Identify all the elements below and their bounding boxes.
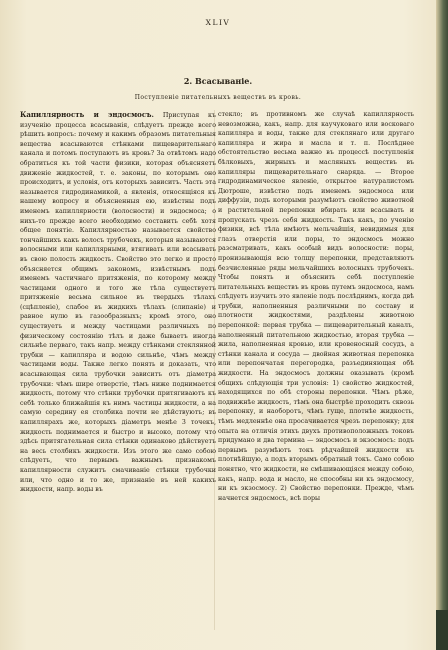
left-column-paragraph bbox=[20, 110, 216, 495]
page-edge-shadow bbox=[436, 610, 448, 650]
paragraph-lead: Капиллярность и эндосмосъ. bbox=[20, 110, 154, 119]
section-subheading: Поступленіе питательныхъ веществъ въ кровь. bbox=[134, 94, 302, 101]
page-edge bbox=[436, 0, 448, 650]
page-number: XLIV bbox=[205, 18, 231, 27]
left-column bbox=[20, 110, 216, 495]
right-column bbox=[218, 110, 414, 503]
left-column-text: Приступая къ изученію процесса всасыванія, слѣдуетъ прежде всего рѣшить вопросъ: почему и какимъ образомъ питательныя вещества всасываются стѣнками пищеварительнаго канала и потомъ поступаютъ въ кровь? За отвѣтомъ надо обратиться къ той части физики, которая объясняетъ движеніе жидкостей, т. е. законы, по которымъ оно происходитъ, и условія, отъ которыхъ зависитъ. Часть эта называется гидродинамикой, а явленія, относящіяся къ нашему вопросу и объясненныя ею, извѣстны подъ именемъ капиллярности (волосности) и эндосмоса; о нихъ-то прежде всего необходимо составить себѣ хотя общее понятіе. Капиллярностью называется свойство тончайшихъ какъ волосъ трубочекъ, которыя называются волосными или капиллярными, втягивать или всасывать въ свою полость жидкость. Свойство это легко и просто объясняется общимъ закономъ, извѣстнымъ подъ именемъ частичнаго притяженія, по которому между частицами одного и того же тѣла существуетъ притяженіе весьма сильное въ твердыхъ тѣлахъ (сцѣпленіе), слабое въ жидкихъ тѣлахъ (слипаніе) и равное нулю въ газообразныхъ; кромѣ этого, оно существуетъ и между частицами различныхъ по физическому состоянію тѣлъ и даже бываетъ иногда сильнѣе перваго, такъ напр. между стѣнками стеклянной трубки — капилляра и водою сильнѣе, чѣмъ между частицами воды. Также легко понять и доказать, что всасывающая сила трубочки зависитъ отъ діаметра трубочки: чѣмъ шире отверстіе, тѣмъ ниже поднимается жидкость, потому что стѣнки трубочки притягиваютъ къ себѣ только ближайшія къ нимъ частицы жидкости, а на самую середину ея столбика почти не дѣйствуютъ; въ капиллярахъ же, которыхъ діаметръ менѣе 3 точекъ, жидкость поднимается и быстро и высоко, потому что здѣсь притягательная сила стѣнки одинаково дѣйствуетъ на весь столбикъ жидкости. Изъ этого же само собою слѣдуетъ, что первымъ важнымъ признакомъ капиллярности служитъ смачиваніе стѣнки трубочки или, что одно и то же, признаніе въ ней какихъ жидкости, напр. воды въ bbox=[20, 112, 216, 494]
right-column-paragraph: стекло; въ противномъ же случаѣ капиллярность невозможна, какъ, напр. для каучуковаго или восковаго капилляра и воды, также для стеклянаго или другаго капилляра и жира и масла и т. п. Послѣднее обстоятельство весьма важно въ процессѣ поступленія бѣлковыхъ, жирныхъ и масляныхъ веществъ въ капилляры пищеварительнаго снаряда. — Второе гидродинамическое явленіе, открытое натуралистомъ Дютроше, извѣстно подъ именемъ эндосмоса или диффузіи, подъ которыми разумѣютъ свойство животной и растительной перепонки вбирать или всасывать и пропускать чрезъ себя жидкость. Такъ какъ, по ученію физики, всѣ тѣла имѣютъ мельчайшія, невидимыя для глазъ отверстія или поры, то эндосмосъ можно разсматривать, какъ особый видъ волосности: поры, пронизывающія всю толщу перепонки, представляютъ безчисленные ряды мельчайшихъ волосныхъ трубочекъ. Чтобы понять и объяснить себѣ поступленіе питательныхъ веществъ въ кровь путемъ эндосмоса, намъ слѣдуетъ изучить это явленіе подъ послѣднимъ, когда двѣ трубки, наполненныя различными по составу и плотности жидкостями, раздѣлены животною перепонкой: первая трубка — пищеварительный каналъ, наполненный питательною жидкостью, вторая трубка — жила, наполненная кровью, или кровеносный сосудъ, а стѣнки канала и сосуда — двойная животная перепонка или перепончатая перегородка, разъединяющая обѣ жидкости. На эндосмосъ должны оказывать (кромѣ общихъ слѣдующія три условія: 1) свойство жидкостей, находящихся по обѣ стороны перепонки. Чѣмъ рѣже, подвижнѣе жидкость, тѣмъ она быстрѣе проходитъ сквозь перепонку, и наоборотъ, чѣмъ гуще, плотнѣе жидкость, тѣмъ медленнѣе она просачивается чрезъ перепонку; для опыта на отличія этихъ двухъ противоположныхъ токовъ придумано и два термина — эндосмосъ и экзосмосъ: подъ первымъ разумѣютъ токъ рѣдчайшей жидкости къ плотнѣйшую, а подъ вторымъ обратный токъ. Само собою понятно, что жидкости, не смѣшивающіяся между собою, какъ, напр. вода и масло, не способны ни къ эндосмосу, ни къ экзосмосу. 2) Свойство перепонки. Прежде, чѣмъ начнется эндосмосъ, всѣ поры bbox=[218, 111, 414, 502]
section-heading: 2. Всасываніе. bbox=[183, 76, 253, 86]
